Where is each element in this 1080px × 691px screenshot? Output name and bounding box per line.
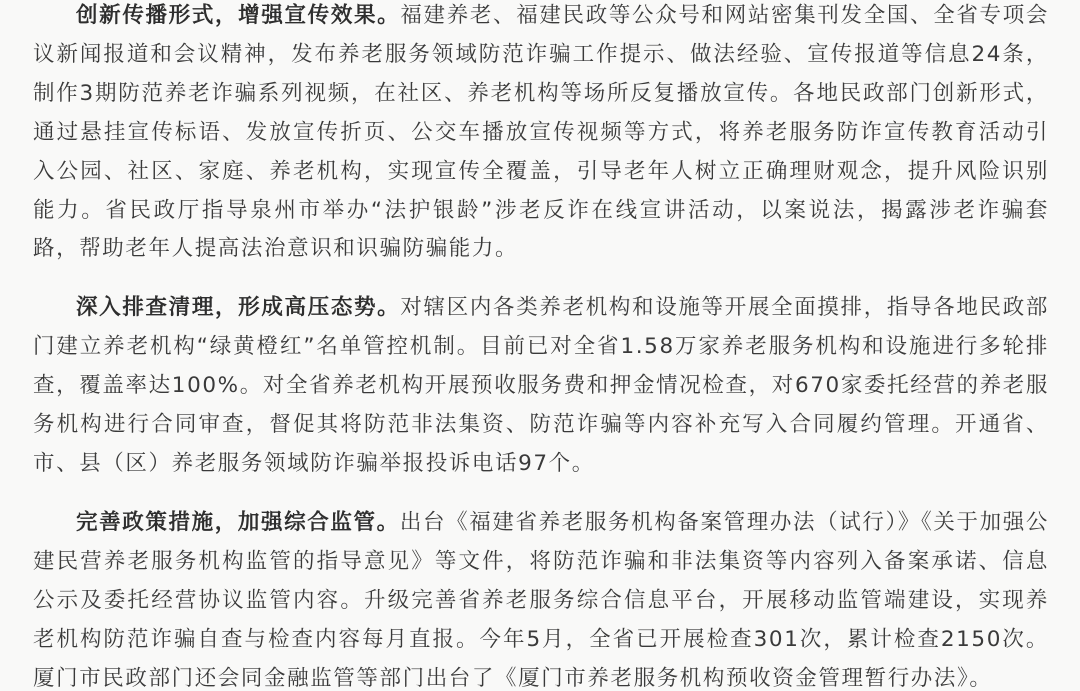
- paragraph-policy: [33, 504, 1049, 691]
- paragraph-text: 福建养老、福建民政等公众号和网站密集刊发全国、全省专项会议新闻报道和会议精神，发布养老服务领域防范诈骗工作提示、做法经验、宣传报道等信息24条，制作3期防范养老诈骗系列视频，在社区、养老机构等场所反复播放宣传。各地民政部门创新形式，通过悬挂宣传标语、发放宣传折页、公交车播放宣传视频等方式，将养老服务防诈宣传教育活动引入公园、社区、家庭、养老机构，实现宣传全覆盖，引导老年人树立正确理财观念，提升风险识别能力。省民政厅指导泉州市举办“法护银龄”涉老反诈在线宣讲活动，以案说法，揭露涉老诈骗套路，帮助老年人提高法治意识和识骗防骗能力。: [33, 3, 1049, 262]
- paragraph-lead-heading: 深入排查清理，形成高压态势。: [76, 295, 401, 321]
- paragraph-lead-heading: 完善政策措施，加强综合监管。: [76, 509, 400, 535]
- paragraph-inspection: [33, 289, 1049, 484]
- paragraph-publicity: [33, 0, 1049, 269]
- paragraph-lead-heading: 创新传播形式，增强宣传效果。: [76, 3, 401, 28]
- paragraph-text: 对辖区内各类养老机构和设施等开展全面摸排，指导各地民政部门建立养老机构“绿黄橙红”名单管控机制。目前已对全省1.58万家养老服务机构和设施进行多轮排查，覆盖率达100%。对全省养老机构开展预收服务费和押金情况检查，对670家委托经营的养老服务机构进行合同审查，督促其将防范非法集资、防范诈骗等内容补充写入合同履约管理。开通省、市、县（区）养老服务领域防诈骗举报投诉电话97个。: [33, 295, 1049, 476]
- paragraph-text: 出台《福建省养老服务机构备案管理办法（试行）》《关于加强公建民营养老服务机构监管的指导意见》等文件，将防范诈骗和非法集资等内容列入备案承诺、信息公示及委托经营协议监管内容。升级完善省养老服务综合信息平台，开展移动监管端建设，实现养老机构防范诈骗自查与检查内容每月直报。今年5月，全省已开展检查301次，累计检查2150次。厦门市民政部门还会同金融监管等部门出台了《厦门市养老服务机构预收资金管理暂行办法》。: [33, 509, 1050, 691]
